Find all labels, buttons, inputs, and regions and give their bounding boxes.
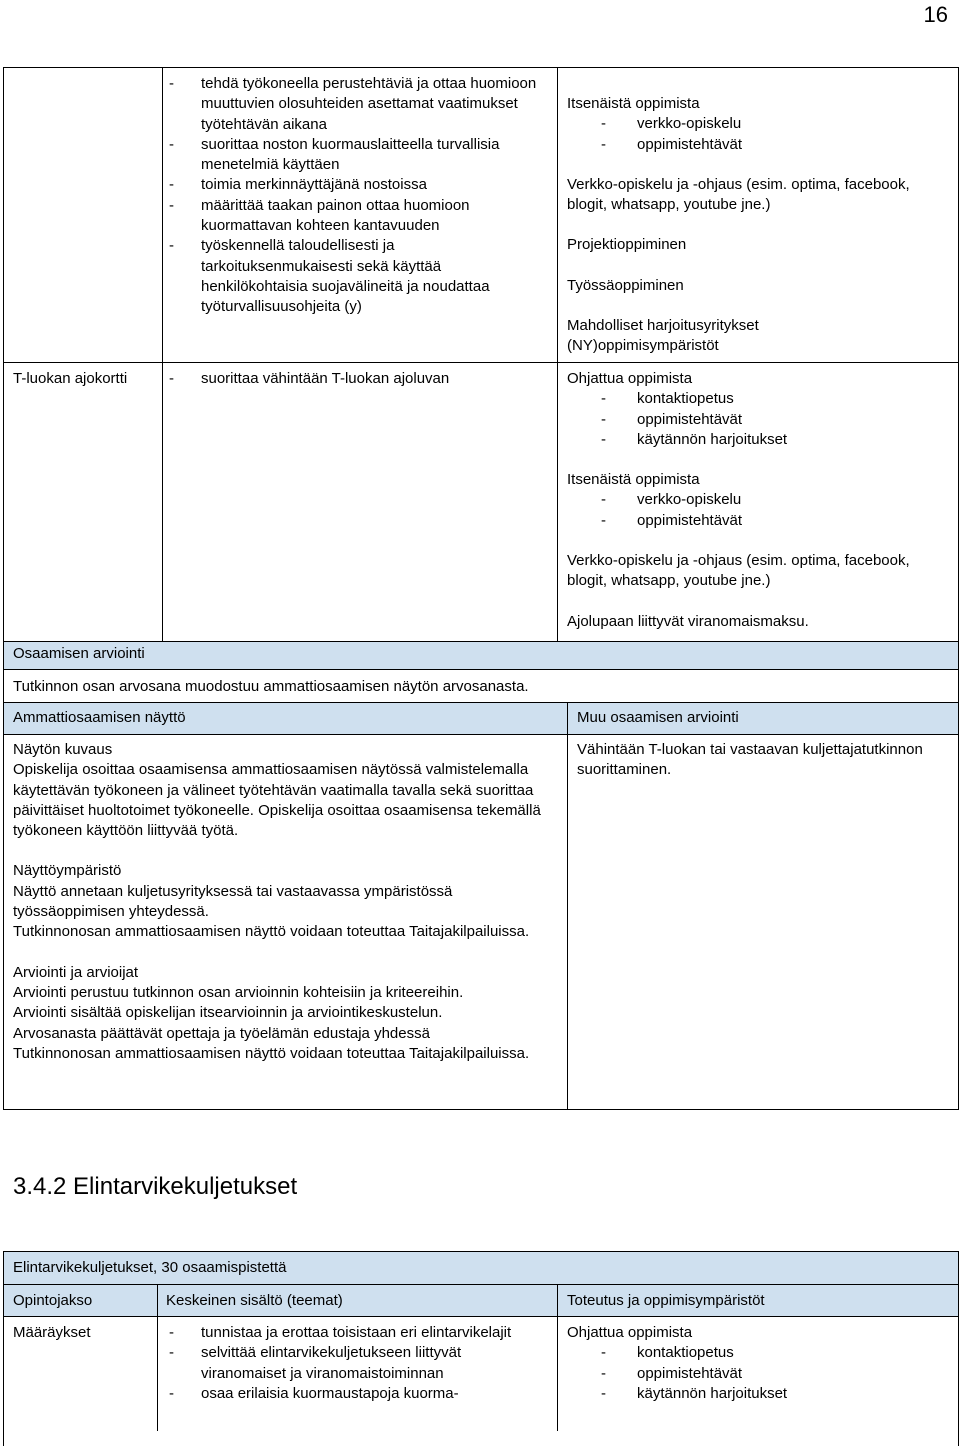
list-item: - oppimistehtävät: [567, 511, 947, 531]
section-heading: 3.4.2 Elintarvikekuljetukset: [13, 1173, 298, 1200]
assessment-header-row: [3, 641, 959, 670]
course-title: Elintarvikekuljetukset, 30 osaamispistettä: [13, 1259, 287, 1276]
list-item: - työskennellä taloudellisesti ja tarkoituksenmukaisesti sekä käyttää henkilökohtaisia suojavälineitä ja noudattaa työturvallisuusohjeita (y): [167, 236, 541, 317]
assessors-title: Arviointi ja arvioijat: [13, 963, 139, 981]
assessors-line: Arviointi perustuu tutkinnon osan arvioinnin kohteisiin ja kriteereihin.: [13, 983, 464, 1001]
assessors-line: Arvosanasta päättävät opettaja ja työelämän edustaja yhdessä: [13, 1024, 430, 1042]
demo-environment-title: Näyttöympäristö: [13, 862, 122, 880]
assessment-text: Tutkinnon osan arvosana muodostuu ammattiosaamisen näytön arvosanasta.: [13, 678, 529, 695]
list-item: - tunnistaa ja erottaa toisistaan eri elintarvikelajit: [167, 1323, 541, 1343]
course-header-row: [3, 1284, 959, 1317]
row-label: Määräykset: [13, 1324, 91, 1341]
authority-fee-text: Ajolupaan liittyvät viranomaismaksu.: [567, 612, 809, 630]
column-header: Opintojakso: [13, 1292, 93, 1309]
other-assessment-text: Vähintään T-luokan tai vastaavan kuljettajatutkinnon suorittaminen.: [577, 741, 923, 779]
row2-label: T-luokan ajokortti: [13, 370, 128, 387]
list-item: - kontaktiopetus: [567, 389, 947, 409]
list-item: - toimia merkinnäyttäjänä nostoissa: [167, 175, 541, 195]
list-item: - tehdä työkoneella perustehtäviä ja ottaa huomioon muuttuvien olosuhteiden asettamat vaatimukset työtehtävän aikana: [167, 74, 541, 135]
course-implementation: [567, 1323, 947, 1404]
demo-environment-text-2: Tutkinnonosan ammattiosaamisen näyttö voidaan toteuttaa Taitajakilpailuissa.: [13, 923, 530, 941]
self-study-heading: Itsenäistä oppimista: [567, 471, 700, 489]
assessors-line: Tutkinnonosan ammattiosaamisen näyttö voidaan toteuttaa Taitajakilpailuissa.: [13, 1044, 530, 1062]
online-study-text: Verkko-opiskelu ja -ohjaus (esim. optima, facebook, blogit, whatsapp, youtube jne.): [567, 175, 910, 214]
list-item: - suorittaa vähintään T-luokan ajoluvan: [167, 369, 551, 389]
list-item: - määrittää taakan painon ottaa huomioon kuormattavan kohteen kantavuuden: [167, 196, 541, 237]
row1-implementation: [567, 94, 947, 357]
list-item: - verkko-opiskelu: [567, 490, 947, 510]
row1-content: [201, 74, 541, 318]
project-learning-text: Projektioppiminen: [567, 236, 687, 254]
list-item: - verkko-opiskelu: [567, 114, 947, 134]
self-study-heading: Itsenäistä oppimista: [567, 95, 700, 112]
page-number: 16: [923, 2, 948, 27]
list-item: - osaa erilaisia kuormaustapoja kuorma-: [167, 1384, 541, 1404]
other-assessment-title: Muu osaamisen arviointi: [577, 709, 739, 726]
demo-body: [13, 740, 553, 1064]
list-item: - käytännön harjoitukset: [567, 430, 947, 450]
list-item: - selvittää elintarvikekuljetukseen liittyvät viranomaiset ja viranomaistoiminnan: [167, 1343, 541, 1384]
practice-companies-text: Mahdolliset harjoitusyritykset (NY)oppimisympäristöt: [567, 317, 759, 355]
online-study-text: Verkko-opiskelu ja -ohjaus (esim. optima, facebook, blogit, whatsapp, youtube jne.): [567, 552, 910, 590]
demo-environment-text: Näyttö annetaan kuljetusyrityksessä tai vastaavassa ympäristössä työssäoppimisen yhteydessä.: [13, 882, 453, 921]
list-item: - kontaktiopetus: [567, 1343, 947, 1363]
list-item: - suorittaa noston kuormauslaitteella turvallisia menetelmiä käyttäen: [167, 135, 541, 176]
assessment-title: Osaamisen arviointi: [13, 645, 145, 662]
list-item: - käytännön harjoitukset: [567, 1384, 947, 1404]
list-item: - oppimistehtävät: [567, 1364, 947, 1384]
demo-title: Ammattiosaamisen näyttö: [13, 709, 186, 726]
list-item: - oppimistehtävät: [567, 410, 947, 430]
row2-content: [201, 369, 551, 389]
on-the-job-text: Työssäoppiminen: [567, 276, 684, 294]
demo-description-title: Näytön kuvaus: [13, 741, 113, 758]
guided-study-heading: Ohjattua oppimista: [567, 370, 693, 387]
guided-study-heading: Ohjattua oppimista: [567, 1324, 693, 1341]
demo-description-text: Opiskelija osoittaa osaamisensa ammattiosaamisen näytössä valmistelemalla käytettävän työkoneen ja välineet työtehtävän vaatimalla tavalla sekä suorittaa päivittäiset huoltotoimet työkoneelle. Opiskelija osoittaa osaamisensa tekemällä työkoneen käyttöön liittyvää työtä.: [13, 761, 541, 840]
column-header: Keskeinen sisältö (teemat): [166, 1292, 343, 1309]
course-content: [201, 1323, 541, 1404]
list-item: - oppimistehtävät: [567, 135, 947, 155]
column-header: Toteutus ja oppimisympäristöt: [567, 1292, 765, 1309]
assessors-line: Arviointi sisältää opiskelijan itsearvioinnin ja arviointikeskustelun.: [13, 1004, 443, 1022]
row2-implementation: [567, 369, 947, 632]
